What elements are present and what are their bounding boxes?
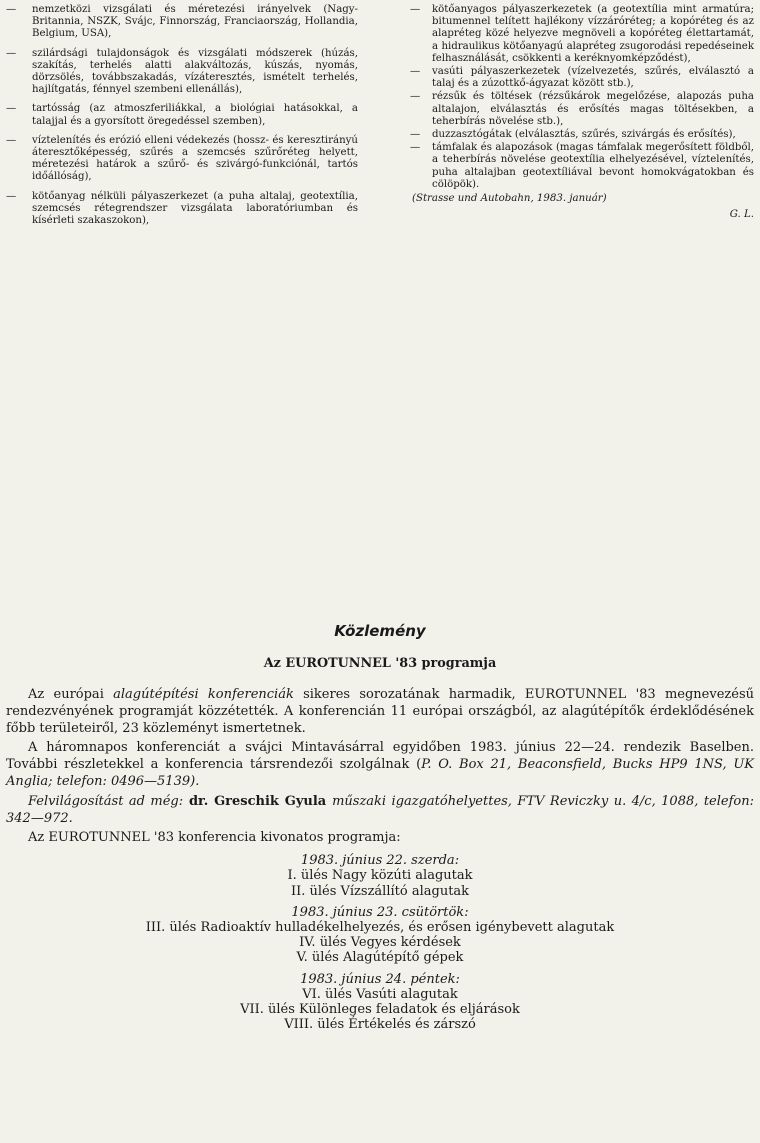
list-item: — tartósság (az atmoszferiliákkal, a biológiai hatásokkal, a talajjal és a gyorsított öregedéssel szemben), [6, 103, 358, 127]
paragraph-contact [6, 794, 754, 828]
left-column [6, 4, 358, 234]
list-item: — víztelenítés és erózió elleni védekezés (hossz- és keresztirányú áteresztőképesség, szűrés a szemcsés szűrőréteg helyett, méretezési határok a szűrő- és szivárgó-funkciónál, tartós időállóság), [6, 135, 358, 184]
contact-details: műszaki igazgatóhelyettes, FTV Reviczky u. 4/c, 1088, telefon: 342—972. [6, 793, 754, 826]
program-day-date: 1983. június 24. péntek: [300, 971, 460, 987]
notice-section [6, 622, 754, 1032]
contact-name: dr. Greschik Gyula [183, 793, 333, 809]
contact-label: Felvilágosítást ad még: [28, 793, 184, 809]
list-item: — rézsűk és töltések (rézsűkárok megelőzése, alapozás puha altalajon, elválasztás és erősítés magas töltésekben, a teherbírás növelése stb.), [410, 91, 754, 128]
program-session: V. ülés Alagútépítő gépek [296, 950, 464, 966]
list-item: — duzzasztógátak (elválasztás, szűrés, szivárgás és erősítés), [410, 129, 754, 141]
list-item: — kötőanyag nélküli pályaszerkezet (a puha altalaj, geotextília, szemcsés rétegrendszer vizsgálata laboratóriumban és kísérleti szakaszokon), [6, 191, 358, 228]
program-session: VIII. ülés Értékelés és zárszó [284, 1017, 476, 1033]
paragraph-intro [6, 687, 754, 737]
author-signature: G. L. [729, 209, 754, 221]
program-session: II. ülés Vízszállító alagutak [290, 883, 470, 899]
text-run: sikeres sorozatának harmadik, EUROTUNNEL '83 megnevezésű rendezvényének programját közzétették. A konferencián 11 európai országból, az alagútépítők érdeklődésének főbb területeiről, 23 közleményt ismertetnek. [6, 687, 754, 736]
program-session: III. ülés Radioaktív hulladékelhelyezés, és erősen igénybevett alagutak [145, 919, 615, 935]
list-item: — vasúti pályaszerkezetek (vízelvezetés, szűrés, elválasztó a talaj és a zúzottkő-ágyazat között stb.), [410, 66, 754, 90]
program-day-date: 1983. június 23. csütörtök: [291, 904, 469, 920]
text-run: A háromnapos konferenciát a svájci Mintavásárral egyidőben 1983. június 22—24. rendezik Baselben. További részletekkel a konferencia társrendezői szolgálnak ( [6, 740, 754, 773]
program-session: IV. ülés Vegyes kérdések [299, 935, 461, 951]
paragraph-details [6, 740, 754, 790]
list-item: — nemzetközi vizsgálati és méretezési irányelvek (Nagy-Britannia, NSZK, Svájc, Finnország, Franciaország, Hollandia, Belgium, USA), [6, 4, 358, 41]
notice-title: Közlemény [334, 622, 426, 640]
program-session: VII. ülés Különleges feladatok és eljárások [240, 1002, 520, 1017]
list-item: — szilárdsági tulajdonságok és vizsgálati módszerek (húzás, szakítás, terhelés alatti alakváltozás, kúszás, nyomás, dörzsölés, továbbszakadás, vízáteresztés, ismételt terhelés, hajlítgatás, fénnyel szembeni ellenállás), [6, 48, 358, 97]
address-text: P. O. Box 21, Beaconsfield, Bucks HP9 1NS, UK Anglia; telefon: 0496—5139). [6, 757, 754, 789]
program-day-date: 1983. június 22. szerda: [300, 853, 460, 869]
list-item: — kötőanyagos pályaszerkezetek (a geotextília mint armatúra; bitumennel telített hajlékony vízzáróréteg; a kopóréteg és az alapréteg közé helyezve megnöveli a kopóréteg élettartamát, a hidraulikus kötőanyagú alapréteg zsugorodási repedéseinek felhasználását, csökkenti a keréknyomképződést), [410, 4, 754, 65]
right-column [410, 4, 754, 221]
program-session: VI. ülés Vasúti alagutak [302, 986, 458, 1002]
list-item: — támfalak és alapozások (magas támfalak megerősített földből, a teherbírás növelése geotextília elhelyezésével, víztelenítés, puha altalajban geotextíliával bevont homokvágatokban és cölöpök). [410, 142, 754, 191]
program-list [6, 853, 754, 1032]
text-run: Az európai [28, 687, 114, 702]
source-citation: (Strasse und Autobahn, 1983. január) [412, 193, 607, 205]
emphasis-text: alagútépítési konferenciák [113, 687, 294, 702]
program-session: I. ülés Nagy közúti alagutak [287, 868, 473, 884]
paragraph-program-intro: Az EUROTUNNEL '83 konferencia kivonatos programja: [28, 830, 401, 846]
notice-subtitle: Az EUROTUNNEL '83 programja [263, 656, 497, 671]
